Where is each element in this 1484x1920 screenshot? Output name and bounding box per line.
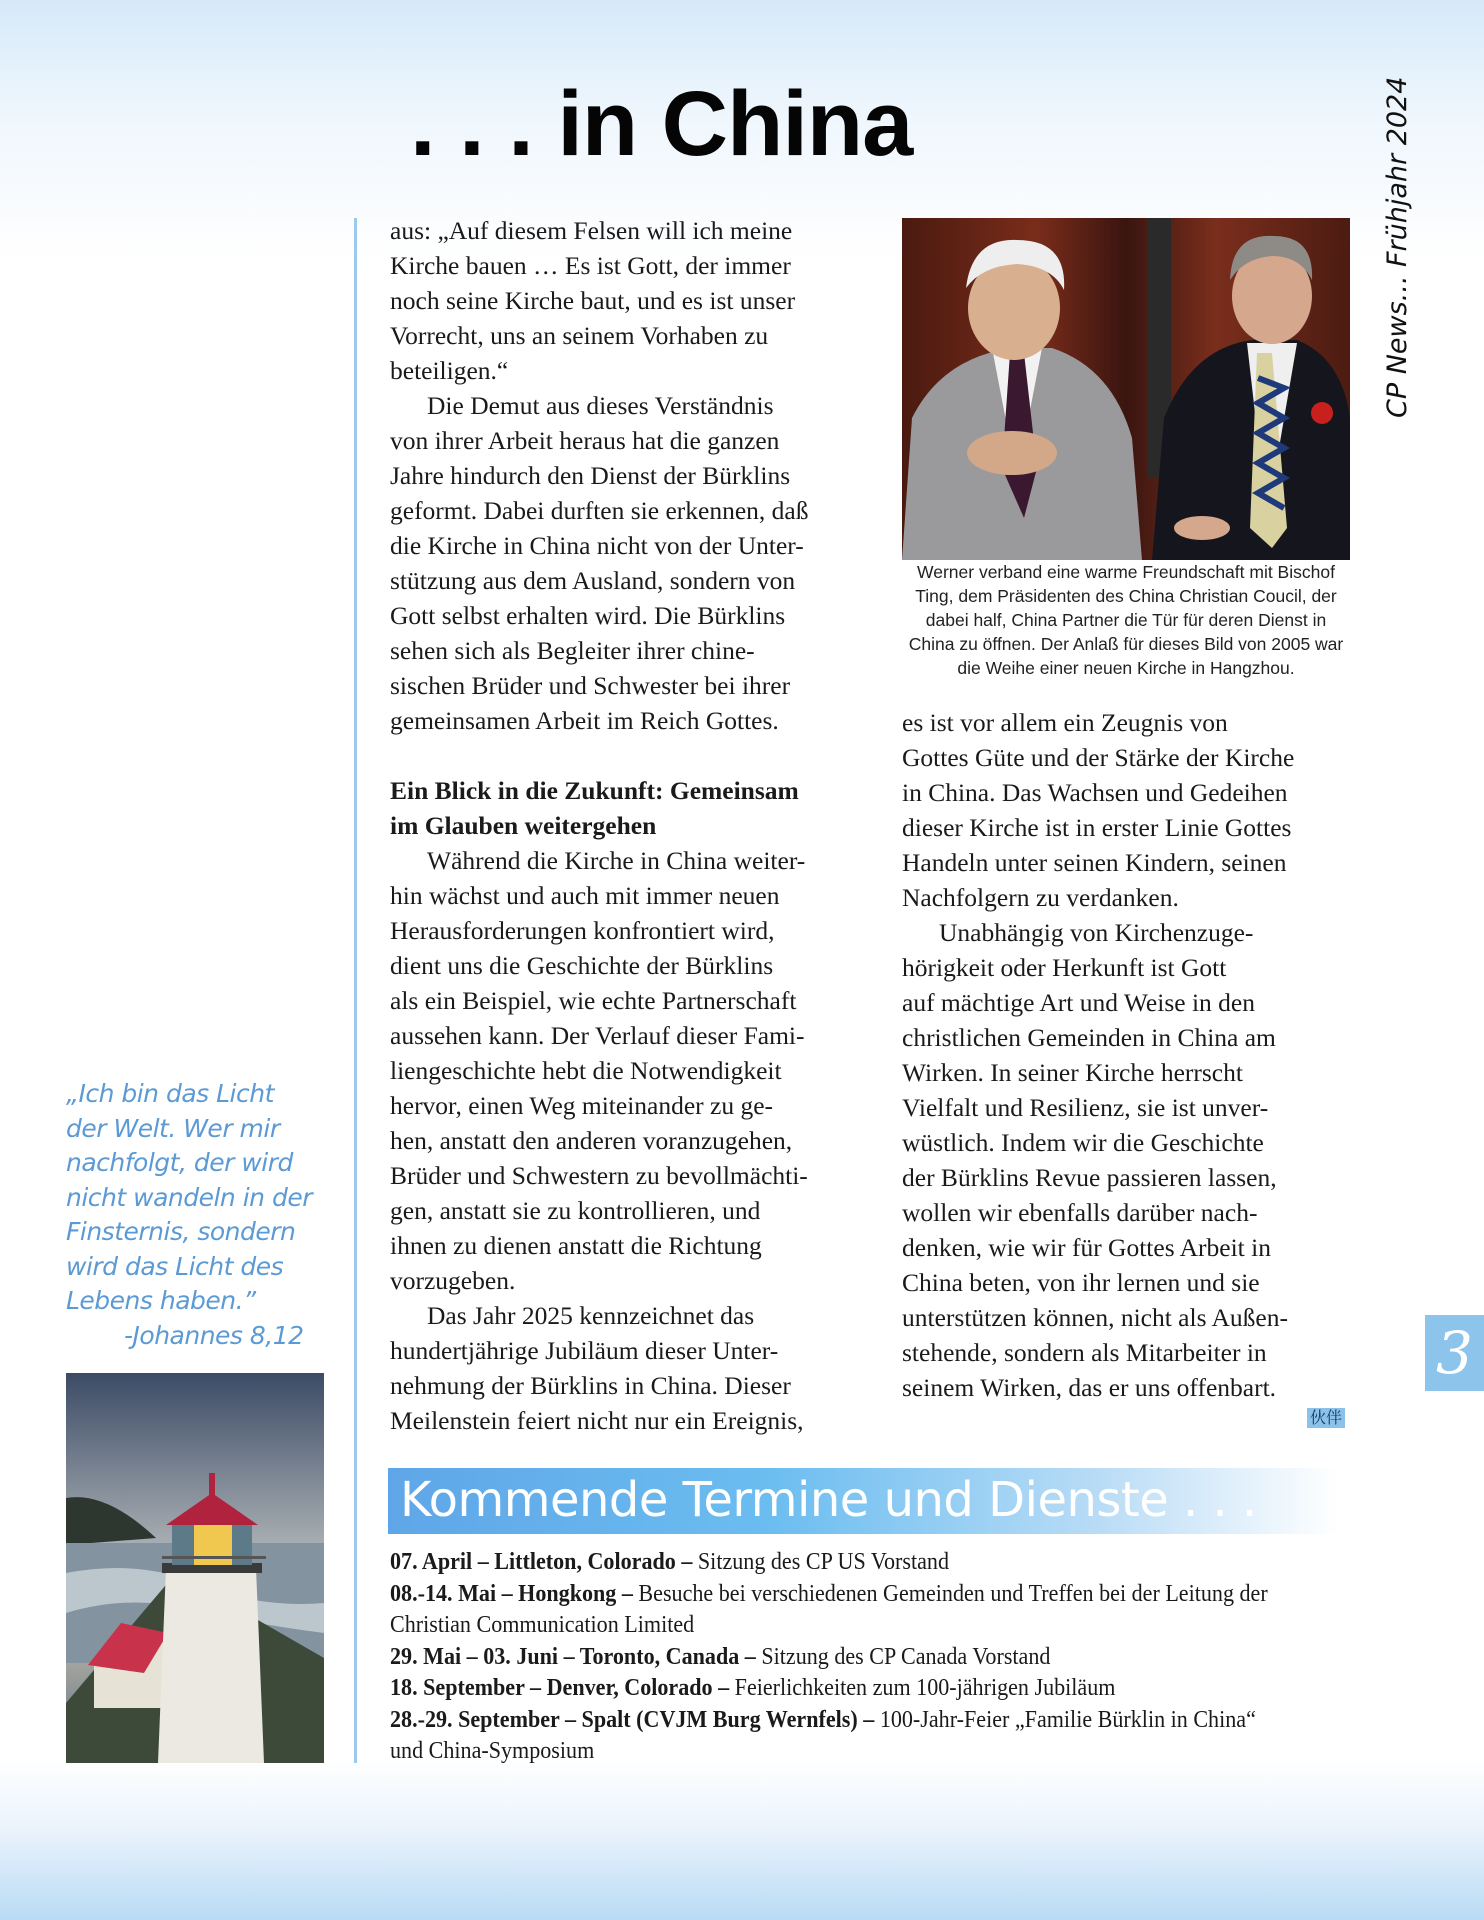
event-item <box>390 1642 1273 1674</box>
caption-line: die Weihe einer neuen Kirche in Hangzhou. <box>957 658 1295 678</box>
article-line: Kirche bauen … Es ist Gott, der immer <box>390 251 791 280</box>
article-line: dieser Kirche ist in erster Linie Gottes <box>902 813 1292 842</box>
article-line: stützung aus dem Ausland, sondern von <box>390 566 796 595</box>
event-description: 100-Jahr-Feier „Familie Bürklin in China“ und China-Symposium <box>390 1706 1256 1764</box>
partner-end-mark: 伙伴 <box>1307 1408 1345 1428</box>
photo-bishop-ting-and-werner <box>902 218 1350 560</box>
article-line: Die Demut aus dieses Verständnis <box>427 391 774 420</box>
quote-line: der Welt. Wer mir <box>66 1113 280 1143</box>
article-line: dient uns die Geschichte der Bürklins <box>390 951 774 980</box>
article-line: hervor, einen Weg miteinander zu ge- <box>390 1091 774 1120</box>
article-line: Vielfalt und Resilienz, sie ist unver- <box>902 1093 1269 1122</box>
paragraph-gap <box>390 738 870 773</box>
events-heading: Kommende Termine und Dienste . . . <box>400 1472 1257 1528</box>
article-line: Während die Kirche in China weiter- <box>427 846 806 875</box>
article-line: die Kirche in China nicht von der Unter- <box>390 531 804 560</box>
subheading-line: Ein Blick in die Zukunft: Gemeinsam <box>390 776 799 805</box>
article-line: hen, anstatt den anderen voranzugehen, <box>390 1126 793 1155</box>
article-text-part-1 <box>390 213 870 738</box>
event-description: Sitzung des CP Canada Vorstand <box>755 1643 1051 1670</box>
article-line: als ein Beispiel, wie echte Partnerschaft <box>390 986 797 1015</box>
event-item <box>390 1547 1273 1579</box>
article-line: sehen sich als Begleiter ihrer chine- <box>390 636 755 665</box>
quote-line: nicht wandeln in der <box>66 1182 312 1212</box>
lighthouse-image <box>66 1373 324 1763</box>
caption-line: China zu öffnen. Der Anlaß für dieses Bild von 2005 war <box>908 634 1344 654</box>
photo-image <box>902 218 1350 560</box>
article-line: sischen Brüder und Schwester bei ihrer <box>390 671 791 700</box>
events-list <box>390 1547 1273 1768</box>
article-line: wollen wir ebenfalls darüber nach- <box>902 1198 1258 1227</box>
article-line: von ihrer Arbeit heraus hat die ganzen <box>390 426 780 455</box>
lighthouse-picture <box>66 1373 324 1763</box>
caption-line: Ting, dem Präsidenten des China Christian Coucil, der <box>915 586 1337 606</box>
quote-line: Lebens haben.” <box>66 1286 256 1315</box>
article-line: es ist vor allem ein Zeugnis von <box>902 708 1228 737</box>
article-line: Meilenstein feiert nicht nur ein Ereignis, <box>390 1406 804 1435</box>
article-line: Brüder und Schwestern zu bevollmächti- <box>390 1161 808 1190</box>
event-item <box>390 1579 1273 1642</box>
article-line: denken, wie wir für Gottes Arbeit in <box>902 1233 1271 1262</box>
article-line: ihnen zu dienen anstatt die Richtung <box>390 1231 762 1260</box>
article-line: nehmung der Bürklins in China. Dieser <box>390 1371 791 1400</box>
event-date-place: 07. April – Littleton, Colorado – <box>390 1549 693 1575</box>
publication-label-text: CP News... Frühjahr 2024 <box>1382 76 1413 418</box>
article-line: gemeinsamen Arbeit im Reich Gottes. <box>390 706 779 735</box>
event-description: Sitzung des CP US Vorstand <box>692 1549 950 1575</box>
publication-label <box>1382 76 1418 418</box>
article-line: beteiligen.“ <box>390 356 509 385</box>
article-line: noch seine Kirche baut, und es ist unser <box>390 286 796 315</box>
article-line: gen, anstatt sie zu kontrollieren, und <box>390 1196 761 1225</box>
event-item <box>390 1705 1273 1768</box>
article-line: Nachfolgern zu verdanken. <box>902 883 1179 912</box>
article-line: Vorrecht, uns an seinem Vorhaben zu <box>390 321 769 350</box>
article-line: Wirken. In seiner Kirche herrscht <box>902 1058 1243 1087</box>
article-line: liengeschichte hebt die Notwendigkeit <box>390 1056 782 1085</box>
quote-line: Finsternis, sondern <box>66 1217 296 1246</box>
article-subheading <box>390 773 870 843</box>
event-date-place: 18. September – Denver, Colorado – <box>390 1675 730 1701</box>
events-banner <box>388 1468 1338 1534</box>
article-line: hundertjährige Jubiläum dieser Unter- <box>390 1336 779 1365</box>
bible-quote <box>66 1077 346 1353</box>
column-divider <box>354 218 357 1763</box>
caption-line: dabei half, China Partner die Tür für deren Dienst in <box>925 610 1327 630</box>
article-line: in China. Das Wachsen und Gedeihen <box>902 778 1288 807</box>
event-date-place: 29. Mai – 03. Juni – Toronto, Canada – <box>390 1643 756 1670</box>
quote-line: „Ich bin das Licht <box>66 1079 274 1108</box>
quote-line: nachfolgt, der wird <box>66 1148 293 1177</box>
quote-line: wird das Licht des <box>66 1251 284 1281</box>
article-line: vorzugeben. <box>390 1266 516 1295</box>
bible-quote-reference: -Johannes 8,12 <box>124 1320 304 1350</box>
article-line: aus: „Auf diesem Felsen will ich meine <box>390 216 793 245</box>
article-line: wüstlich. Indem wir die Geschichte <box>902 1128 1264 1157</box>
caption-line: Werner verband eine warme Freundschaft mit Bischof <box>917 562 1335 582</box>
article-text-part-3 <box>902 705 1362 1405</box>
article-column-2 <box>902 705 1362 1405</box>
article-line: China beten, von ihr lernen und sie <box>902 1268 1260 1297</box>
article-line: Unabhängig von Kirchenzuge- <box>939 918 1254 947</box>
event-date-place: 28.-29. September – Spalt (CVJM Burg Wernfels) – <box>390 1706 875 1733</box>
article-line: hin wächst und auch mit immer neuen <box>390 881 780 910</box>
event-description: Feierlichkeiten zum 100-jährigen Jubiläum <box>729 1675 1116 1701</box>
page-number: 3 <box>1425 1315 1484 1391</box>
article-line: der Bürklins Revue passieren lassen, <box>902 1163 1277 1192</box>
event-description: Besuche bei verschiedenen Gemeinden und Treffen bei der Leitung der Christian Communication Limited <box>390 1580 1268 1638</box>
article-line: auf mächtige Art und Weise in den <box>902 988 1255 1017</box>
page-title: . . . in China <box>410 73 913 175</box>
article-line: Das Jahr 2025 kennzeichnet das <box>427 1301 755 1330</box>
article-line: hörigkeit oder Herkunft ist Gott <box>902 953 1227 982</box>
article-line: geformt. Dabei durften sie erkennen, daß <box>390 496 809 525</box>
article-line: stehende, sondern als Mitarbeiter in <box>902 1338 1267 1367</box>
article-line: aussehen kann. Der Verlauf dieser Fami- <box>390 1021 805 1050</box>
subheading-line: im Glauben weitergehen <box>390 811 657 840</box>
article-line: Herausforderungen konfrontiert wird, <box>390 916 775 945</box>
article-line: Gottes Güte und der Stärke der Kirche <box>902 743 1295 772</box>
photo-caption <box>892 560 1360 680</box>
article-line: unterstützen können, nicht als Außen- <box>902 1303 1288 1332</box>
article-line: Jahre hindurch den Dienst der Bürklins <box>390 461 791 490</box>
article-line: Handeln unter seinen Kindern, seinen <box>902 848 1287 877</box>
event-date-place: 08.-14. Mai – Hongkong – <box>390 1580 633 1607</box>
article-line: seinem Wirken, das er uns offenbart. <box>902 1373 1277 1402</box>
article-line: Gott selbst erhalten wird. Die Bürklins <box>390 601 786 630</box>
article-column-1 <box>390 213 870 1438</box>
event-item <box>390 1673 1273 1705</box>
article-line: christlichen Gemeinden in China am <box>902 1023 1276 1052</box>
article-text-part-2 <box>390 843 870 1438</box>
bible-quote-text <box>66 1077 346 1319</box>
